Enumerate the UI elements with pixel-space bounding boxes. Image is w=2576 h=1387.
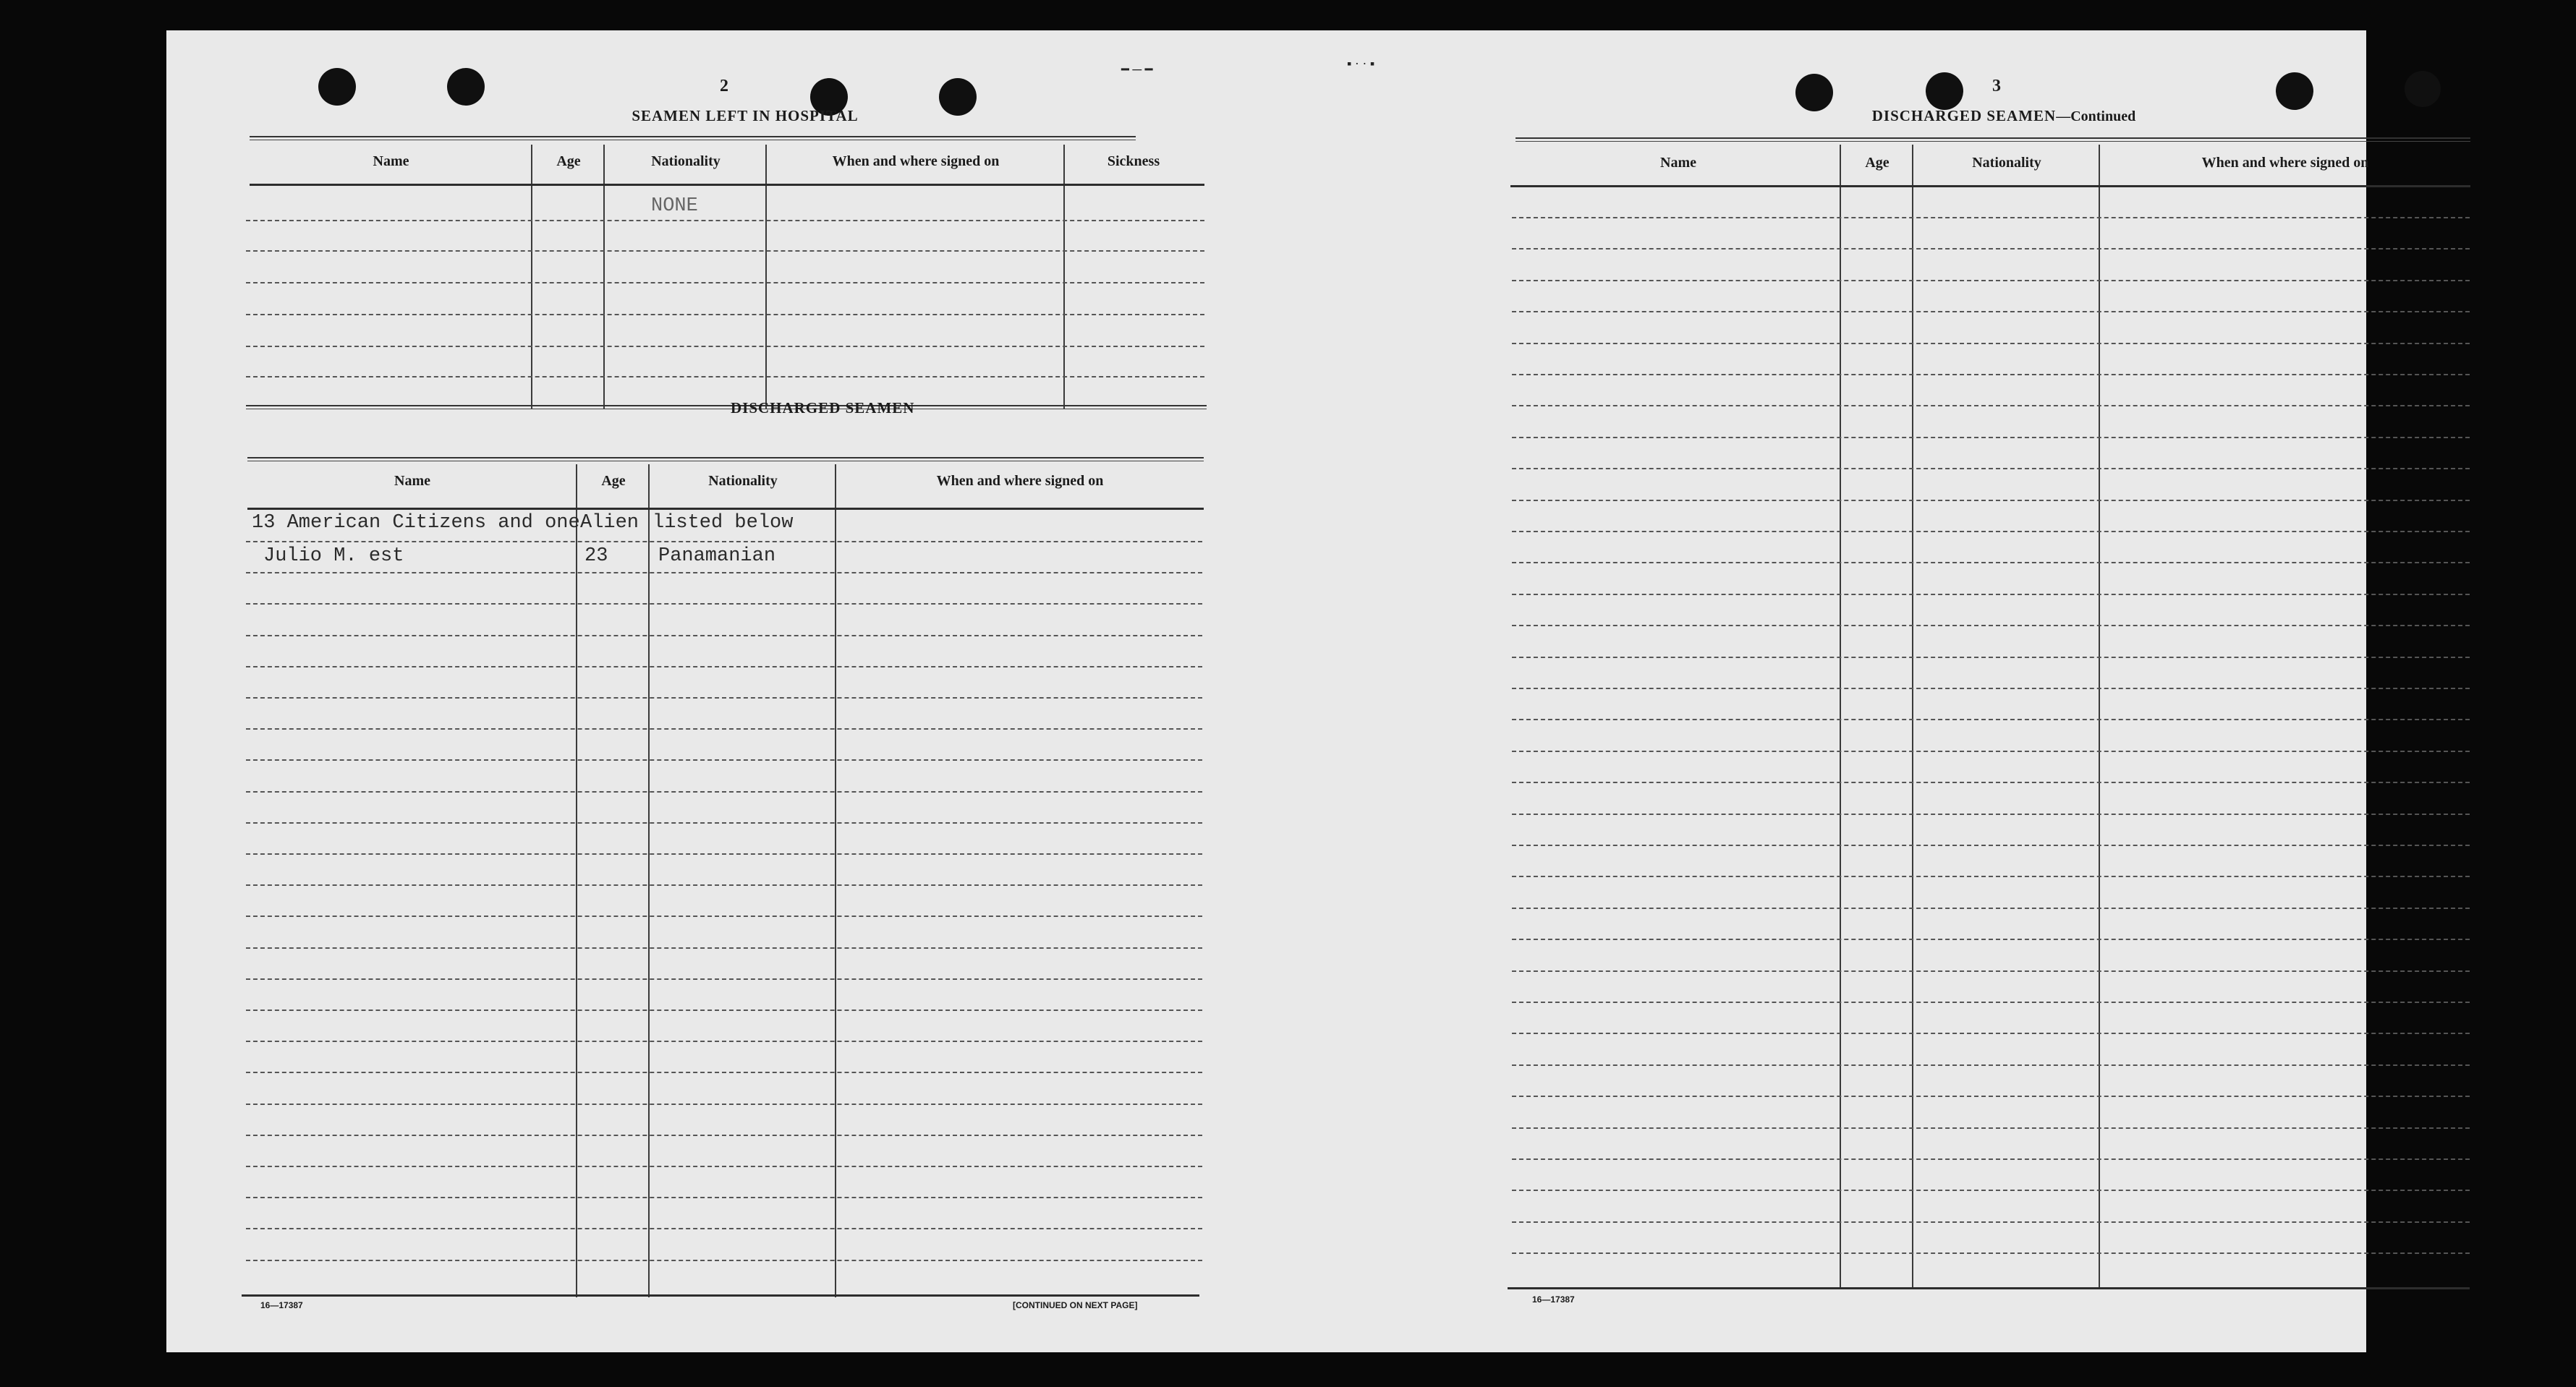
ruled-line: [1512, 531, 2470, 532]
ruled-line: [246, 822, 1202, 824]
ruled-line: [246, 1135, 1202, 1136]
title-suffix: —Continued: [2056, 108, 2136, 124]
table-cell-name: 13 American Citizens and one: [252, 512, 580, 534]
ruled-line: [246, 1041, 1202, 1042]
page-number: 2: [720, 77, 728, 95]
ruled-line: [246, 1104, 1202, 1105]
ruled-line: [246, 1010, 1202, 1011]
ruled-line: [246, 1197, 1202, 1198]
punch-hole: [939, 78, 977, 116]
punch-hole: [318, 68, 356, 106]
ruled-line: [246, 635, 1202, 636]
ruled-line: [246, 978, 1202, 980]
col-header-signed-on: When and where signed on: [2201, 155, 2369, 171]
ruled-line: [246, 947, 1202, 949]
discharged-section-title: DISCHARGED SEAMEN: [731, 399, 915, 417]
ruled-line: [1512, 343, 2470, 344]
ruled-line: [1512, 719, 2470, 720]
ruled-line: [1512, 594, 2470, 595]
table-cell-name: Julio M. est: [263, 545, 404, 567]
ruled-line: [246, 1260, 1202, 1261]
ruled-line: [1512, 845, 2470, 846]
ruled-line: [1512, 1033, 2470, 1034]
ruled-line: [246, 666, 1202, 667]
ruled-line: [1512, 500, 2470, 501]
document-sheet: [166, 30, 2369, 1352]
col-header-name: Name: [373, 153, 409, 169]
page-number: 3: [1992, 77, 2001, 95]
ruled-line: [1512, 782, 2470, 783]
ruled-line: [246, 1228, 1202, 1229]
form-number: 16—17387: [1532, 1294, 1575, 1305]
form-number: 16—17387: [260, 1300, 303, 1310]
ruled-line: [1512, 280, 2470, 281]
ruled-line: [246, 572, 1202, 573]
ruled-line: [1512, 217, 2470, 218]
ruled-line: [1512, 688, 2470, 689]
col-header-age: Age: [601, 473, 626, 489]
ruled-line: [1512, 374, 2470, 375]
col-header-name: Name: [1660, 155, 1696, 171]
ruled-line: [246, 791, 1202, 793]
ruled-line: [1512, 1096, 2470, 1097]
col-header-age: Age: [556, 153, 581, 169]
ruled-line: [1512, 908, 2470, 909]
ruled-line: [1512, 876, 2470, 877]
ruled-line: [1512, 1064, 2470, 1066]
col-header-nationality: Nationality: [651, 153, 720, 169]
ruled-line: [1512, 939, 2470, 940]
col-header-age: Age: [1865, 155, 1890, 171]
punch-hole: [2276, 72, 2313, 110]
col-header-nationality: Nationality: [708, 473, 778, 489]
ruled-line: [246, 759, 1202, 761]
ruled-line: [1512, 311, 2470, 312]
ruled-line: [1512, 562, 2470, 563]
ruled-line: [246, 541, 1202, 542]
punch-hole: [447, 68, 485, 106]
ruled-line: [1512, 437, 2470, 438]
punch-hole: [1926, 72, 1963, 110]
ruled-line: [246, 884, 1202, 886]
ruled-line: [246, 728, 1202, 730]
ruled-line: [1512, 751, 2470, 752]
col-header-name: Name: [394, 473, 430, 489]
ruled-line: [1512, 970, 2470, 972]
ruled-line: [246, 1166, 1202, 1167]
ruled-line: [1512, 657, 2470, 658]
table-cell-age: 23: [585, 545, 608, 567]
continued-section-title: [1841, 107, 2167, 125]
ruled-line: [1512, 248, 2470, 249]
ruled-line: [246, 697, 1202, 699]
print-mark: ━ ─ ━: [1121, 62, 1153, 77]
ruled-line: [1512, 468, 2470, 469]
col-header-sickness: Sickness: [1107, 153, 1160, 169]
ruled-line: [1512, 1002, 2470, 1003]
hospital-section-title: SEAMEN LEFT IN HOSPITAL: [632, 107, 859, 124]
ruled-line: [246, 1072, 1202, 1073]
print-mark: ▪ · · ▪: [1347, 56, 1375, 71]
col-header-nationality: Nationality: [1972, 155, 2041, 171]
ruled-line: [246, 916, 1202, 917]
table-cell-age: Alien: [580, 512, 639, 534]
continued-note: [CONTINUED ON NEXT PAGE]: [1013, 1300, 1138, 1310]
punch-hole: [2405, 71, 2441, 107]
right-page: [1317, 30, 2369, 1352]
ruled-line: [1512, 405, 2470, 406]
ruled-line: [246, 853, 1202, 855]
table-cell-nationality: listed below: [652, 512, 794, 534]
ruled-line: [1512, 1221, 2470, 1223]
punch-hole: [1795, 74, 1833, 111]
col-header-signed-on: When and where signed on: [936, 473, 1104, 489]
ruled-line: [1512, 1127, 2470, 1129]
ruled-line: [1512, 1190, 2470, 1191]
ruled-line: [1512, 1158, 2470, 1160]
ruled-line: [1512, 814, 2470, 815]
hospital-nationality-entry: NONE: [651, 195, 698, 217]
title-main: DISCHARGED SEAMEN: [1871, 107, 2057, 124]
ruled-line: [1512, 1252, 2470, 1254]
ruled-line: [1512, 625, 2470, 626]
left-page: [166, 30, 1230, 1352]
col-header-signed-on: When and where signed on: [832, 153, 1000, 169]
table-cell-nationality: Panamanian: [658, 545, 776, 567]
ruled-line: [246, 603, 1202, 605]
